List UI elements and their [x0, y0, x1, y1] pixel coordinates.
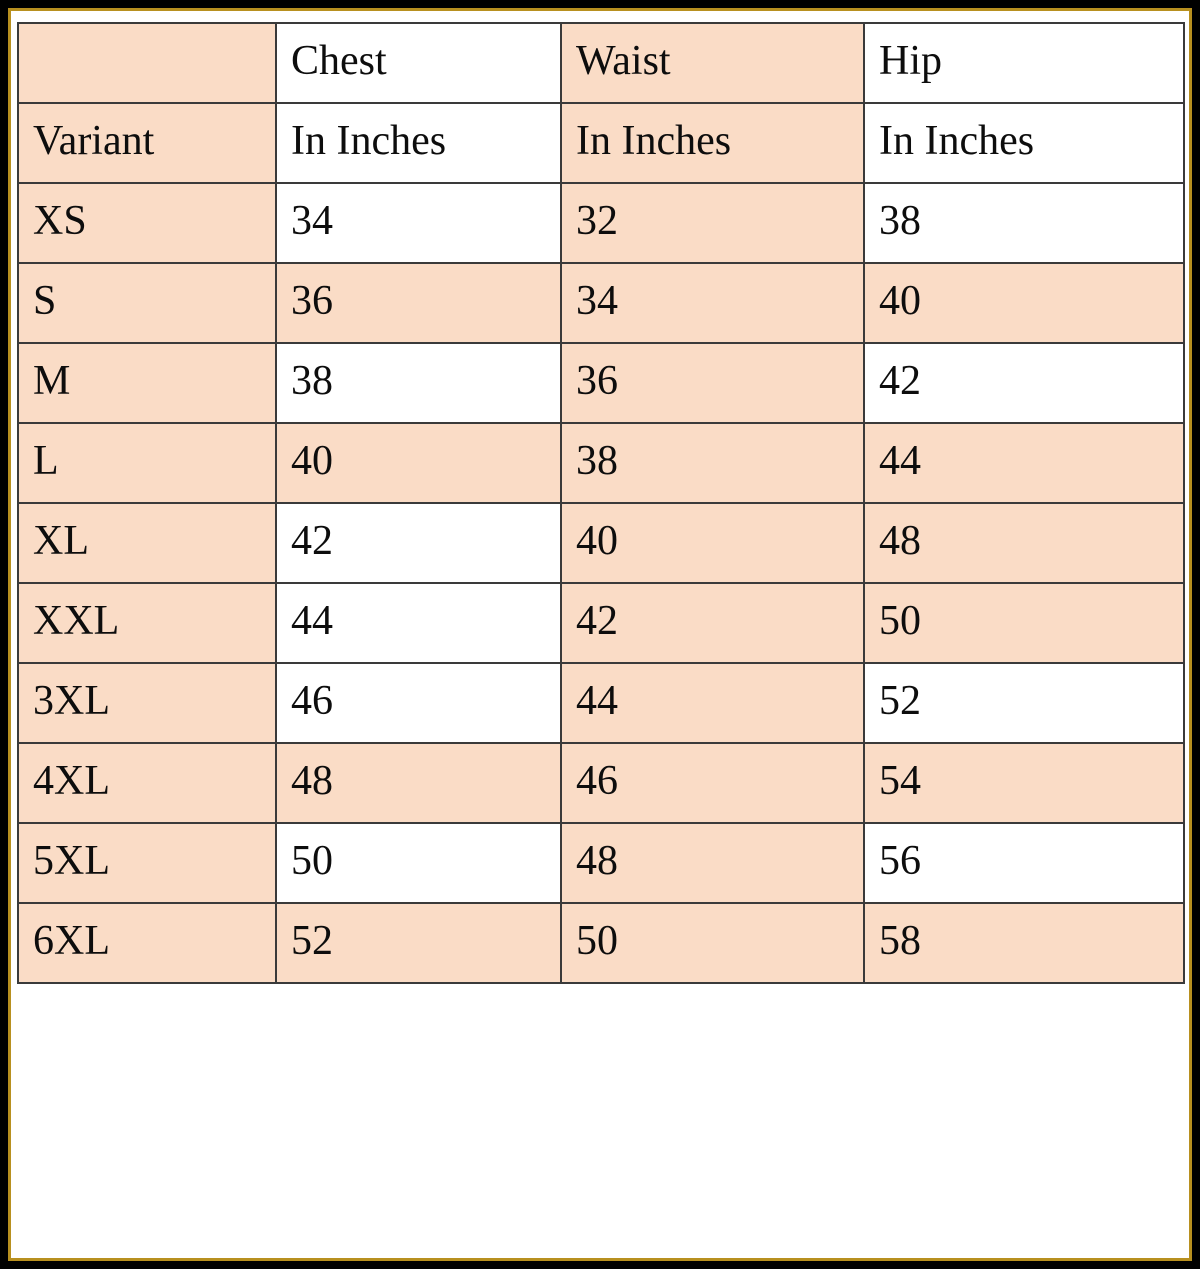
cell-waist: 48	[561, 823, 864, 903]
cell-chest: 46	[276, 663, 561, 743]
size-chart-container	[11, 12, 1189, 1257]
letterbox-right	[1192, 0, 1200, 1269]
letterbox-top	[0, 0, 1200, 8]
cell-waist: 40	[561, 503, 864, 583]
cell-hip: 58	[864, 903, 1184, 983]
table-row	[18, 823, 1184, 903]
header-corner-cell	[18, 23, 276, 103]
cell-hip: 44	[864, 423, 1184, 503]
cell-chest: 44	[276, 583, 561, 663]
cell-variant: 6XL	[18, 903, 276, 983]
cell-waist: 42	[561, 583, 864, 663]
cell-chest: 34	[276, 183, 561, 263]
table-row	[18, 583, 1184, 663]
cell-chest: 36	[276, 263, 561, 343]
cell-hip: 56	[864, 823, 1184, 903]
cell-waist: 38	[561, 423, 864, 503]
table-row	[18, 663, 1184, 743]
cell-variant: L	[18, 423, 276, 503]
cell-variant: 5XL	[18, 823, 276, 903]
table-row	[18, 743, 1184, 823]
cell-chest: 52	[276, 903, 561, 983]
cell-hip: 50	[864, 583, 1184, 663]
cell-waist: 32	[561, 183, 864, 263]
cell-chest: 50	[276, 823, 561, 903]
cell-chest: 38	[276, 343, 561, 423]
letterbox-bottom	[0, 1261, 1200, 1269]
cell-hip: 52	[864, 663, 1184, 743]
cell-waist: 34	[561, 263, 864, 343]
cell-waist: 36	[561, 343, 864, 423]
cell-variant: M	[18, 343, 276, 423]
cell-variant: XS	[18, 183, 276, 263]
cell-hip: 40	[864, 263, 1184, 343]
cell-hip: 54	[864, 743, 1184, 823]
cell-hip: 48	[864, 503, 1184, 583]
header-waist-unit: In Inches	[561, 103, 864, 183]
cell-waist: 46	[561, 743, 864, 823]
header-chest-unit: In Inches	[276, 103, 561, 183]
table-row	[18, 503, 1184, 583]
cell-variant: S	[18, 263, 276, 343]
cell-variant: XL	[18, 503, 276, 583]
cell-hip: 38	[864, 183, 1184, 263]
table-row	[18, 903, 1184, 983]
header-hip-unit: In Inches	[864, 103, 1184, 183]
letterbox-left	[0, 0, 8, 1269]
table-row	[18, 423, 1184, 503]
header-variant: Variant	[18, 103, 276, 183]
cell-waist: 44	[561, 663, 864, 743]
cell-variant: XXL	[18, 583, 276, 663]
table-header-row-units	[18, 103, 1184, 183]
header-waist: Waist	[561, 23, 864, 103]
header-chest: Chest	[276, 23, 561, 103]
cell-chest: 48	[276, 743, 561, 823]
cell-chest: 42	[276, 503, 561, 583]
table-row	[18, 263, 1184, 343]
table-row	[18, 343, 1184, 423]
cell-waist: 50	[561, 903, 864, 983]
table-row	[18, 183, 1184, 263]
cell-variant: 3XL	[18, 663, 276, 743]
size-chart-table	[17, 22, 1185, 984]
header-hip: Hip	[864, 23, 1184, 103]
cell-variant: 4XL	[18, 743, 276, 823]
cell-chest: 40	[276, 423, 561, 503]
table-header-row-measurements	[18, 23, 1184, 103]
cell-hip: 42	[864, 343, 1184, 423]
